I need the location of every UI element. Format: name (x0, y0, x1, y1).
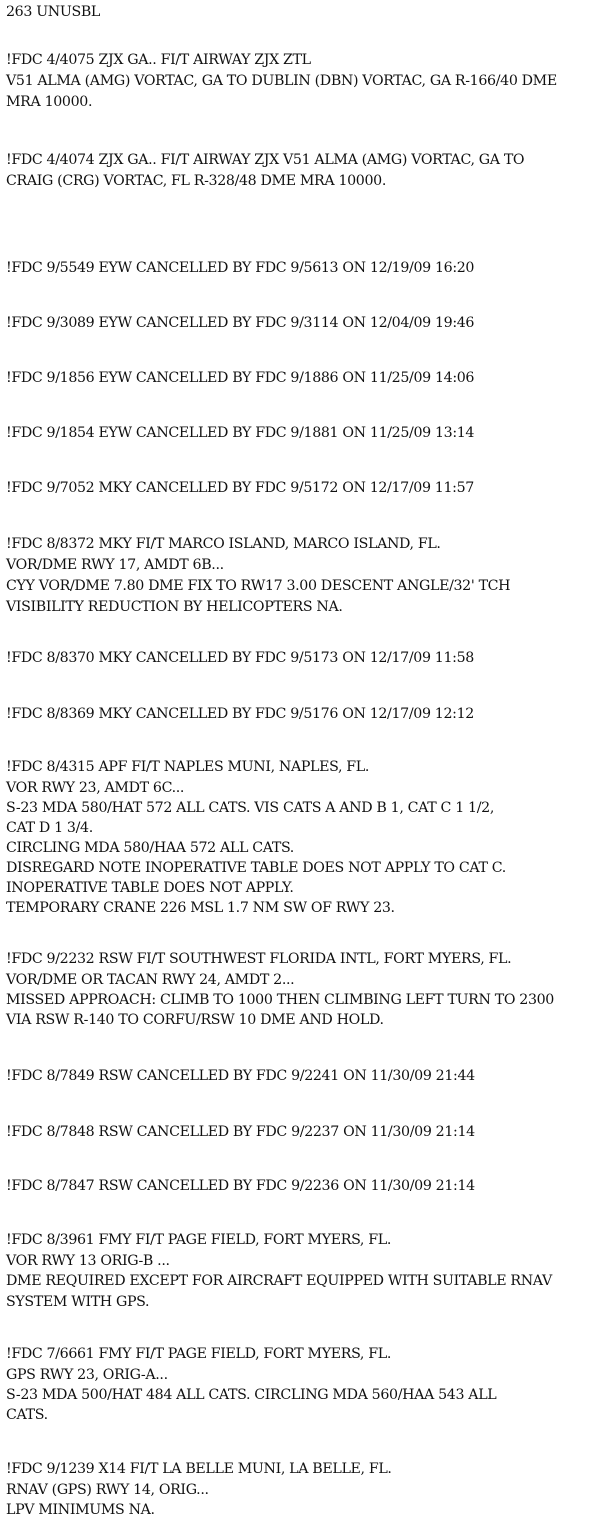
notice-line: LPV MINIMUMS NA. (6, 1502, 155, 1518)
notice-line: !FDC 9/1239 X14 FI/T LA BELLE MUNI, LA BELLE, FL. (6, 1461, 392, 1477)
notice-line: VOR/DME RWY 17, AMDT 6B... (6, 557, 224, 573)
notice-line: !FDC 8/7847 RSW CANCELLED BY FDC 9/2236 ON 11/30/09 21:14 (6, 1178, 475, 1194)
notice-line: RNAV (GPS) RWY 14, ORIG... (6, 1482, 209, 1498)
notice-line: VIA RSW R-140 TO CORFU/RSW 10 DME AND HOLD. (6, 1012, 384, 1028)
notice-line: INOPERATIVE TABLE DOES NOT APPLY. (6, 880, 294, 896)
notice-line: !FDC 8/8372 MKY FI/T MARCO ISLAND, MARCO ISLAND, FL. (6, 536, 441, 552)
notice-line: !FDC 9/3089 EYW CANCELLED BY FDC 9/3114 ON 12/04/09 19:46 (6, 315, 475, 331)
notice-line: DISREGARD NOTE INOPERATIVE TABLE DOES NOT APPLY TO CAT C. (6, 860, 506, 876)
notice-line: CRAIG (CRG) VORTAC, FL R-328/48 DME MRA 10000. (6, 173, 386, 189)
notice-line: GPS RWY 23, ORIG-A... (6, 1367, 168, 1383)
notice-line: CAT D 1 3/4. (6, 820, 93, 836)
notice-line: !FDC 9/1856 EYW CANCELLED BY FDC 9/1886 ON 11/25/09 14:06 (6, 370, 475, 386)
notice-line: CYY VOR/DME 7.80 DME FIX TO RW17 3.00 DESCENT ANGLE/32' TCH (6, 578, 511, 594)
notice-line: SYSTEM WITH GPS. (6, 1294, 150, 1310)
notice-line: !FDC 9/7052 MKY CANCELLED BY FDC 9/5172 ON 12/17/09 11:57 (6, 480, 474, 496)
notice-line: TEMPORARY CRANE 226 MSL 1.7 NM SW OF RWY 23. (6, 900, 395, 916)
notice-line: !FDC 8/7849 RSW CANCELLED BY FDC 9/2241 ON 11/30/09 21:44 (6, 1068, 475, 1084)
notice-line: VOR RWY 23, AMDT 6C... (6, 780, 185, 796)
notice-line: !FDC 8/4315 APF FI/T NAPLES MUNI, NAPLES, FL. (6, 759, 370, 775)
notice-line: VISIBILITY REDUCTION BY HELICOPTERS NA. (6, 599, 343, 615)
notice-line: MISSED APPROACH: CLIMB TO 1000 THEN CLIMBING LEFT TURN TO 2300 (6, 992, 554, 1008)
notice-line: !FDC 8/7848 RSW CANCELLED BY FDC 9/2237 ON 11/30/09 21:14 (6, 1124, 475, 1140)
notice-line: !FDC 4/4074 ZJX GA.. FI/T AIRWAY ZJX V51 ALMA (AMG) VORTAC, GA TO (6, 152, 525, 168)
notice-line: !FDC 9/2232 RSW FI/T SOUTHWEST FLORIDA INTL, FORT MYERS, FL. (6, 951, 512, 967)
notice-line: S-23 MDA 580/HAT 572 ALL CATS. VIS CATS A AND B 1, CAT C 1 1/2, (6, 800, 495, 816)
notice-line: V51 ALMA (AMG) VORTAC, GA TO DUBLIN (DBN) VORTAC, GA R-166/40 DME (6, 73, 557, 89)
header-line: 263 UNUSBL (6, 4, 100, 20)
notice-line: MRA 10000. (6, 94, 93, 110)
notice-line: S-23 MDA 500/HAT 484 ALL CATS. CIRCLING MDA 560/HAA 543 ALL (6, 1387, 497, 1403)
notice-line: VOR RWY 13 ORIG-B ... (6, 1253, 170, 1269)
notice-line: VOR/DME OR TACAN RWY 24, AMDT 2... (6, 972, 295, 988)
notice-line: !FDC 8/8369 MKY CANCELLED BY FDC 9/5176 ON 12/17/09 12:12 (6, 706, 474, 722)
notice-line: CATS. (6, 1407, 48, 1423)
notice-line: !FDC 7/6661 FMY FI/T PAGE FIELD, FORT MYERS, FL. (6, 1346, 391, 1362)
notice-line: !FDC 4/4075 ZJX GA.. FI/T AIRWAY ZJX ZTL (6, 52, 311, 68)
notice-line: !FDC 8/3961 FMY FI/T PAGE FIELD, FORT MYERS, FL. (6, 1232, 391, 1248)
notice-line: !FDC 9/5549 EYW CANCELLED BY FDC 9/5613 ON 12/19/09 16:20 (6, 260, 475, 276)
notice-line: CIRCLING MDA 580/HAA 572 ALL CATS. (6, 840, 294, 856)
notice-line: !FDC 8/8370 MKY CANCELLED BY FDC 9/5173 ON 12/17/09 11:58 (6, 650, 474, 666)
notice-line: !FDC 9/1854 EYW CANCELLED BY FDC 9/1881 ON 11/25/09 13:14 (6, 425, 475, 441)
notice-line: DME REQUIRED EXCEPT FOR AIRCRAFT EQUIPPED WITH SUITABLE RNAV (6, 1273, 552, 1289)
